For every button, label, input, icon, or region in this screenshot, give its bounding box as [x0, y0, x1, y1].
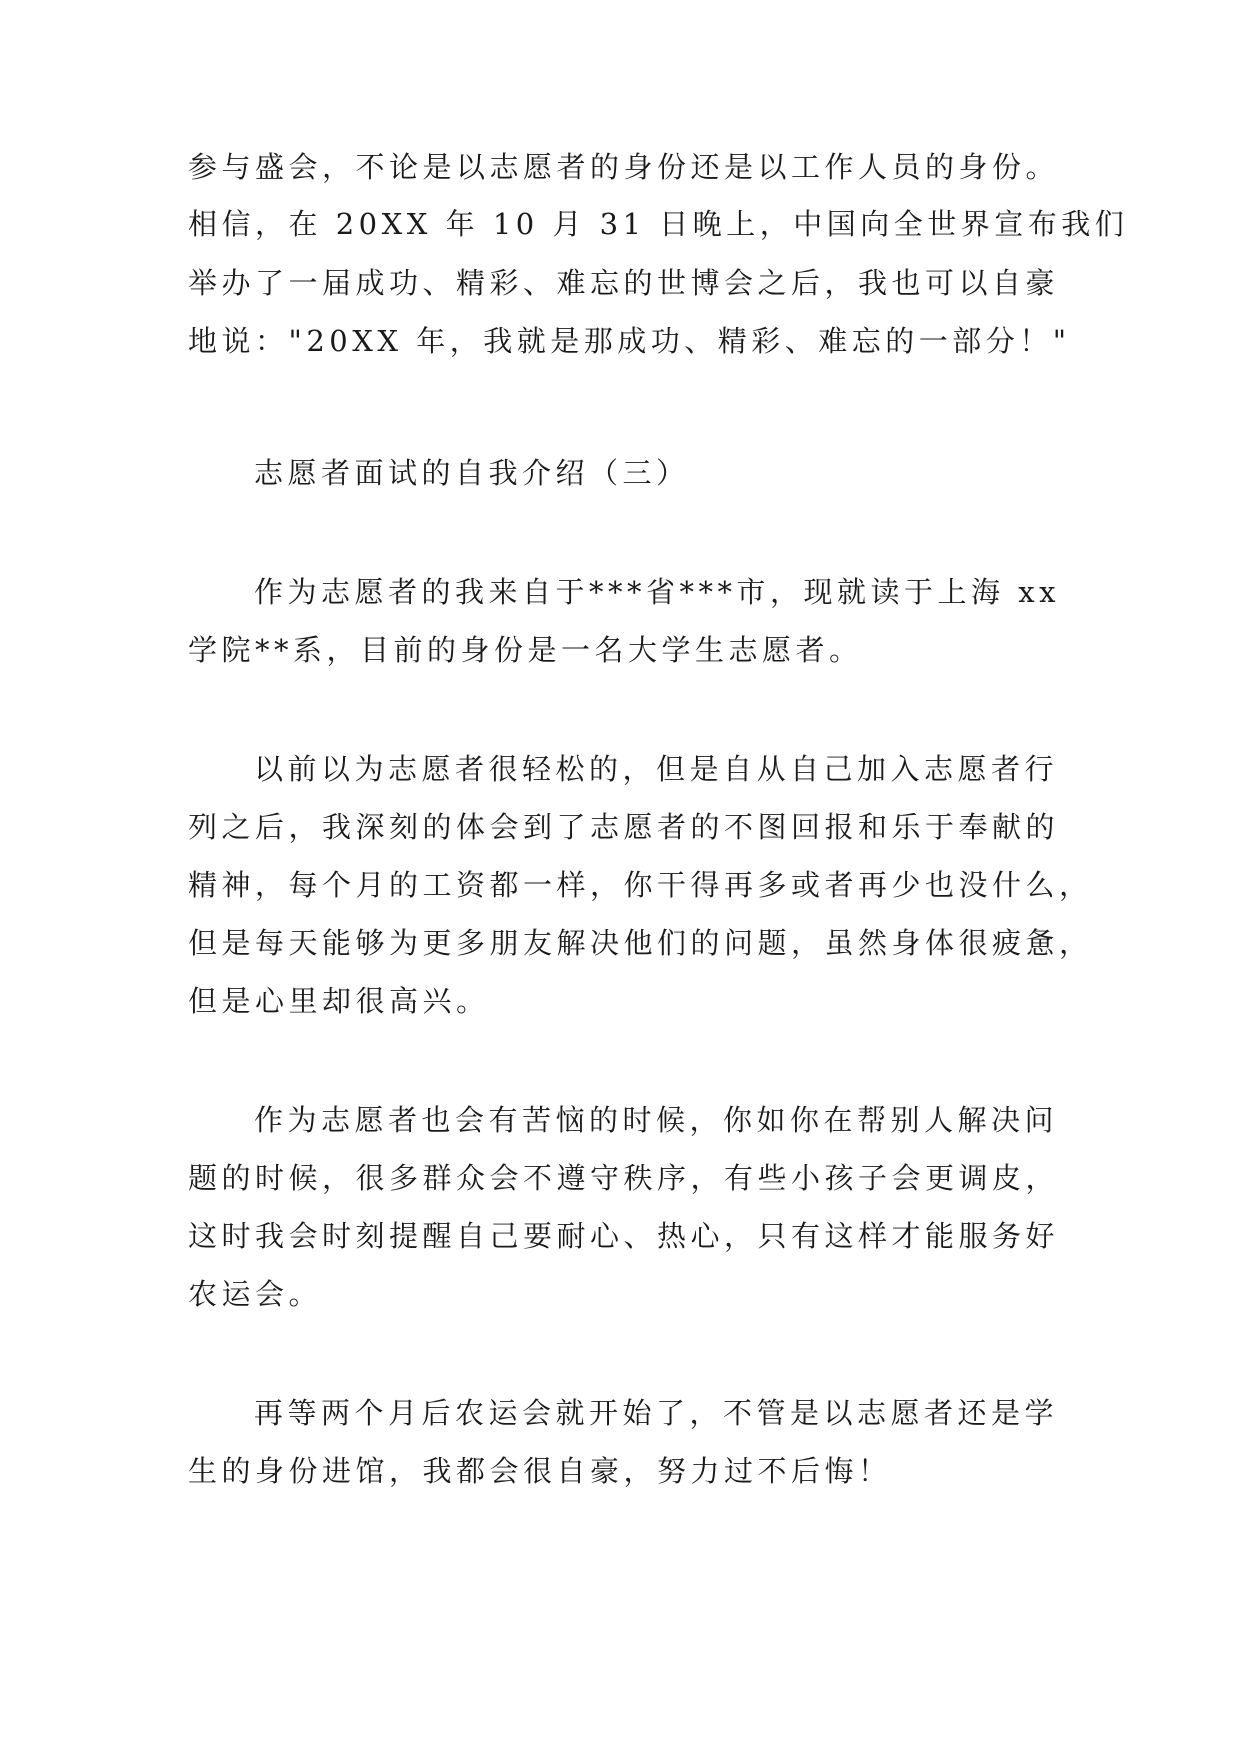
body-text-line: 列之后，我深刻的体会到了志愿者的不图回报和乐于奉献的 [188, 810, 1060, 844]
body-text-line: 相信，在 20XX 年 10 月 31 日晚上，中国向全世界宣布我们 [188, 207, 1129, 241]
body-text-line: 题的时候，很多群众会不遵守秩序，有些小孩子会更调皮， [188, 1161, 1060, 1195]
body-text-line: 作为志愿者的我来自于***省***市，现就读于上海 xx [254, 575, 1060, 609]
body-text-line: 参与盛会，不论是以志愿者的身份还是以工作人员的身份。 [188, 150, 1060, 184]
body-text-line: 再等两个月后农运会就开始了，不管是以志愿者还是学 [254, 1396, 1059, 1430]
body-text-line: 学院**系，目前的身份是一名大学生志愿者。 [188, 633, 863, 667]
section-heading: 志愿者面试的自我介绍（三） [254, 456, 690, 490]
body-text-line: 以前以为志愿者很轻松的，但是自从自己加入志愿者行 [254, 752, 1059, 786]
body-text-line: 作为志愿者也会有苦恼的时候，你如你在帮别人解决问 [254, 1103, 1059, 1137]
body-text-line: 农运会。 [188, 1277, 323, 1311]
body-text-line: 但是每天能够为更多朋友解决他们的问题，虽然身体很疲惫， [188, 926, 1093, 960]
body-text-line: 但是心里却很高兴。 [188, 984, 490, 1018]
body-text-line: 精神，每个月的工资都一样，你干得再多或者再少也没什么， [188, 868, 1093, 902]
body-text-line: 这时我会时刻提醒自己要耐心、热心，只有这样才能服务好 [188, 1219, 1060, 1253]
body-text-line: 举办了一届成功、精彩、难忘的世博会之后，我也可以自豪 [188, 266, 1060, 300]
body-text-line: 生的身份进馆，我都会很自豪，努力过不后悔！ [188, 1454, 892, 1488]
body-text-line: 地说："20XX 年，我就是那成功、精彩、难忘的一部分！" [188, 324, 1071, 358]
